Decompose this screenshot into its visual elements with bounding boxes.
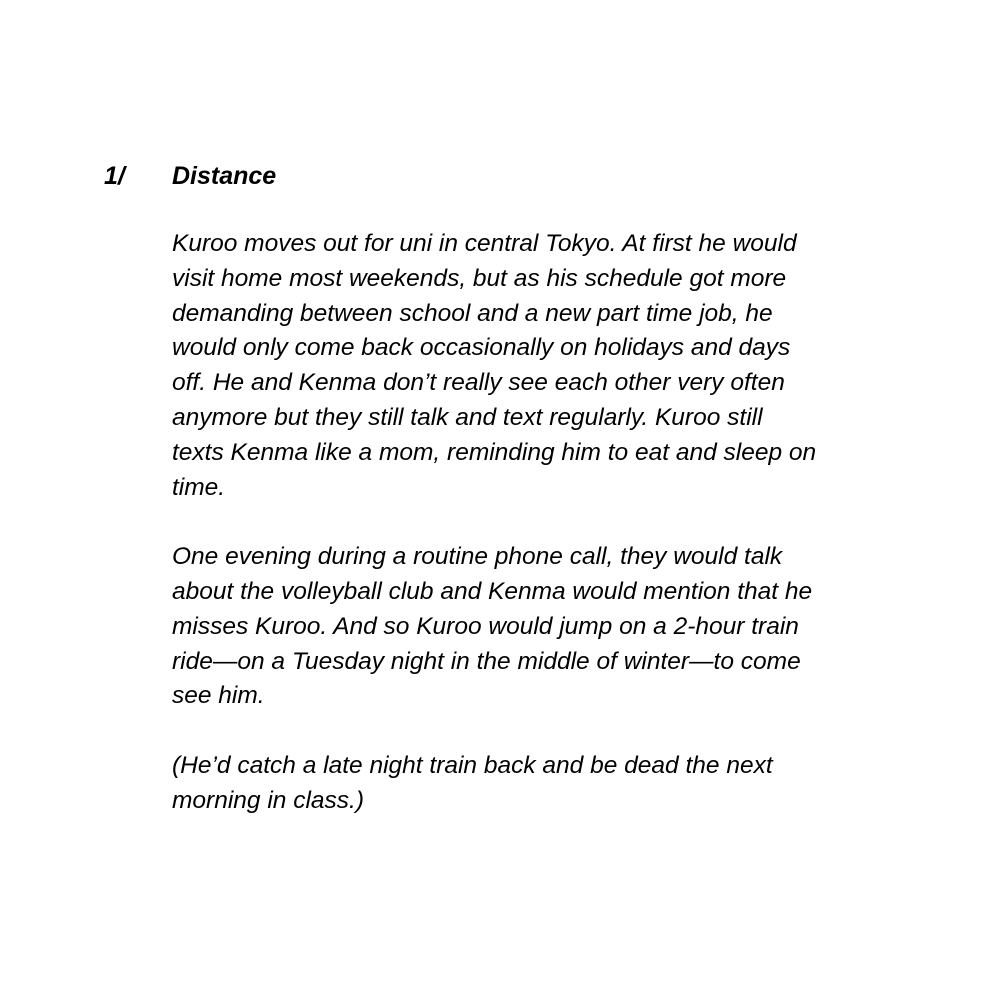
text-line: texts Kenma like a mom, reminding him to eat and sleep on [172, 438, 817, 466]
text-line: demanding between school and a new part time job, he [172, 299, 773, 327]
section-heading [104, 158, 904, 194]
text-line: visit home most weekends, but as his schedule got more [172, 264, 787, 292]
text-line: would only come back occasionally on holidays and days [172, 334, 791, 362]
section-title: Distance [172, 162, 277, 190]
paragraph-aside [172, 749, 872, 819]
section-number: 1/ [104, 162, 125, 190]
text-line: off. He and Kenma don’t really see each other very often [172, 369, 785, 397]
text-line: Kuroo moves out for uni in central Tokyo. At first he would [172, 230, 797, 257]
text-line: One evening during a routine phone call, they would talk [172, 543, 783, 571]
text-line: misses Kuroo. And so Kuroo would jump on a 2-hour train [172, 612, 799, 640]
text-line: about the volleyball club and Kenma would mention that he [172, 577, 813, 605]
text-line: ride—on a Tuesday night in the middle of winter—to come [172, 647, 801, 675]
paragraph-distance-summary [172, 227, 872, 505]
text-line: (He’d catch a late night train back and be dead the next [172, 751, 773, 779]
text-line: morning in class.) [172, 786, 364, 814]
section-body [172, 227, 872, 853]
text-line: anymore but they still talk and text regularly. Kuroo still [172, 403, 763, 431]
paragraph-phone-call [172, 540, 872, 714]
text-line: time. [172, 473, 226, 501]
text-line: see him. [172, 682, 265, 710]
